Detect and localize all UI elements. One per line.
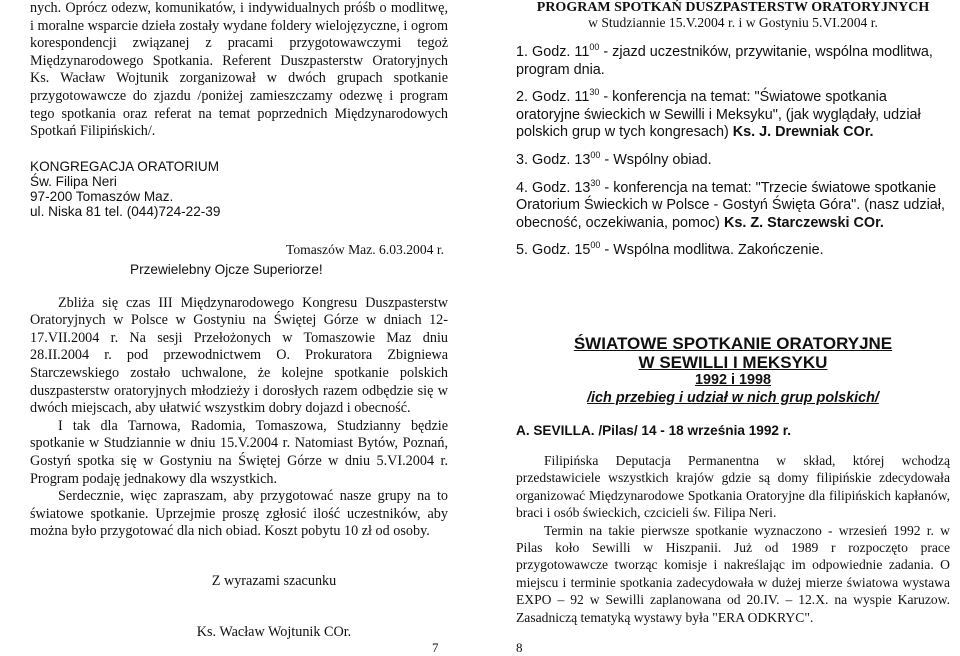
address-line: Św. Filipa Neri [30,173,117,189]
program-item-minutes: 30 [590,177,601,188]
program-item-text: - Wspólna modlitwa. Zakończenie. [600,242,824,259]
address-line: ul. Niska 81 tel. (044)724-22-39 [30,204,221,220]
letter-signature: Ks. Wacław Wojtunik COr. [196,623,352,640]
program-subtitle: w Studziannie 15.V.2004 r. i w Gostyniu 5.VI.2004 r. [588,15,878,30]
program-item [516,177,950,233]
letter-body [30,295,448,541]
program-item-time: 3. Godz. 13 [516,151,591,168]
program-item [516,89,950,142]
program-title: PROGRAM SPOTKAŃ DUSZPASTERSTW ORATORYJNYCH [536,0,930,15]
letter-paragraph: Serdecznie, więc zapraszam, aby przygotować nasze grupy na to światowe spotkanie. Uprzejmie proszę zgłosić ilość uczestników, aby można było przygotować dla nich obiad. Koszt pobytu 10 zł od osoby. [30,488,448,540]
page-number-left: 7 [432,640,439,655]
section-heading: A. SEVILLA. /Pilas/ 14 - 18 września 1992 r. [516,422,792,438]
program-item [516,242,950,260]
program-item-time: 1. Godz. 11 [516,44,590,60]
program-item [516,44,950,79]
letter-paragraph: I tak dla Tarnowa, Radomia, Tomaszowa, Studzianny będzie spotkanie w Studziannie w dniu 15.V.2004 r. Natomiast Bytów, Poznań, Gostyń spotka się w Gostyniu na Świętej Górze w dniu 5.VI.2004 r. Program podaję jednakowy dla wszystkich. [30,417,448,487]
article-heading [516,334,950,407]
program-item-time: 4. Godz. 13 [516,179,591,196]
left-page [30,0,448,641]
program-item-minutes: 00 [590,149,601,160]
article-years: 1992 i 1998 [694,371,772,388]
program-list [516,44,950,260]
program-item-text: - zjazd uczestników, przywitanie, wspólna modlitwa, program dnia. [516,44,933,78]
address-line: 97-200 Tomaszów Maz. [30,189,174,205]
article-paragraph: Filipińska Deputacja Permanentna w skład, której wchodzą przedstawiciele wszystkich krajów gdzie są domy filipińskie zdecydowała organizować Międzynarodowe Spotkania Oratoryjne dla filipińskich kapłanów, braci i osób świeckich, czcicieli św. Filipa Neri. [516,452,950,521]
right-page [516,0,950,626]
article-title: ŚWIATOWE SPOTKANIE ORATORYJNE [573,333,893,353]
article-body [516,452,950,626]
article-paragraph: Termin na takie pierwsze spotkanie wyznaczono - wrzesień 1992 r. w Pilas koło Sewilli w Hiszpanii. Już od 1989 r rozpoczęto prace przygotowawcze tworząc komisje i nakreślając im odpowiednie zadania. O miejscu i terminie spotkania zadecydowała w dużej mierze światowa wystawa EXPO – 92 w Sewilli zaplanowana od 20.IV. – 12.X. na wyspie Karuzow. Zasadniczą tematyką wystawy była "ERA ODKRYC". [516,522,950,625]
article-title-line2: W SEWILLI I MEKSYKU [638,352,828,372]
letter-closing: Z wyrazami szacunku [211,572,337,589]
program-item-minutes: 30 [589,87,600,98]
letter-greeting: Przewielebny Ojcze Superiorze! [130,261,323,277]
program-item-minutes: 00 [590,240,601,251]
program-item-time: 5. Godz. 15 [516,242,591,259]
program-item-speaker: Ks. Z. Starczewski COr. [723,214,884,231]
sender-address [30,159,448,220]
program-item-minutes: 00 [589,42,600,52]
page-number-right: 8 [516,640,523,655]
intro-paragraph: nych. Oprócz odezw, komunikatów, i indywidualnych próśb o modlitwę, i moralne wsparcie dzieła zostały wydane foldery wielojęzyczne, i ogrom korespondencji związanej z pracami przygotowawczymi tegoż Międzynarodowego Spotkania. Referent Duszpasterstw Oratoryjnych Ks. Wacław Wojtunik zorganizował w dwóch grupach spotkanie przygotowawcze do zjazdu /poniżej zamieszczamy odezwę i program tego spotkania oraz referat na temat poprzednich Międzynarodowych Spotkań Filipińskich/. [30,0,448,140]
program-item-text: - konferencja na temat: "Trzecie światowe spotkanie Oratorium Świeckich w Polsce - Gostyń Święta Góra". (nasz udział, obecność, oczekiwania, pomoc) [516,179,945,231]
letter-date: Tomaszów Maz. 6.03.2004 r. [286,241,444,257]
letter-paragraph: Zbliża się czas III Międzynarodowego Kongresu Duszpasterstw Oratoryjnych w Polsce w Gostyniu na Świętej Górze w dniach 12-17.VII.2004 r. Na sesji Przełożonych w Tomaszowie Maz dniu 28.II.2004 r. pod przewodnictwem O. Prokuratora Zbigniewa Starczewskiego zostało uchwalone, że kolejne spotkanie polskich duszpasterstw oratoryjnych młodzieży i dorosłych razem odbędzie się w dwóch miejscach, aby ułatwić wszystkim dobry dojazd i obecność. [30,294,448,417]
program-item [516,149,950,170]
program-item-text: - Wspólny obiad. [600,151,712,168]
program-item-time: 2. Godz. 11 [516,89,590,106]
article-subtitle: /ich przebieg i udział w nich grup polskich/ [587,389,879,406]
address-line: KONGREGACJA ORATORIUM [30,158,220,174]
program-item-speaker: Ks. J. Drewniak COr. [732,124,874,141]
program-item-text: - konferencja na temat: "Światowe spotkania oratoryjne świeckich w Sewilli i Meksyku", (jak wyglądały, udział polskich grup w tych kongresach) [516,89,921,141]
